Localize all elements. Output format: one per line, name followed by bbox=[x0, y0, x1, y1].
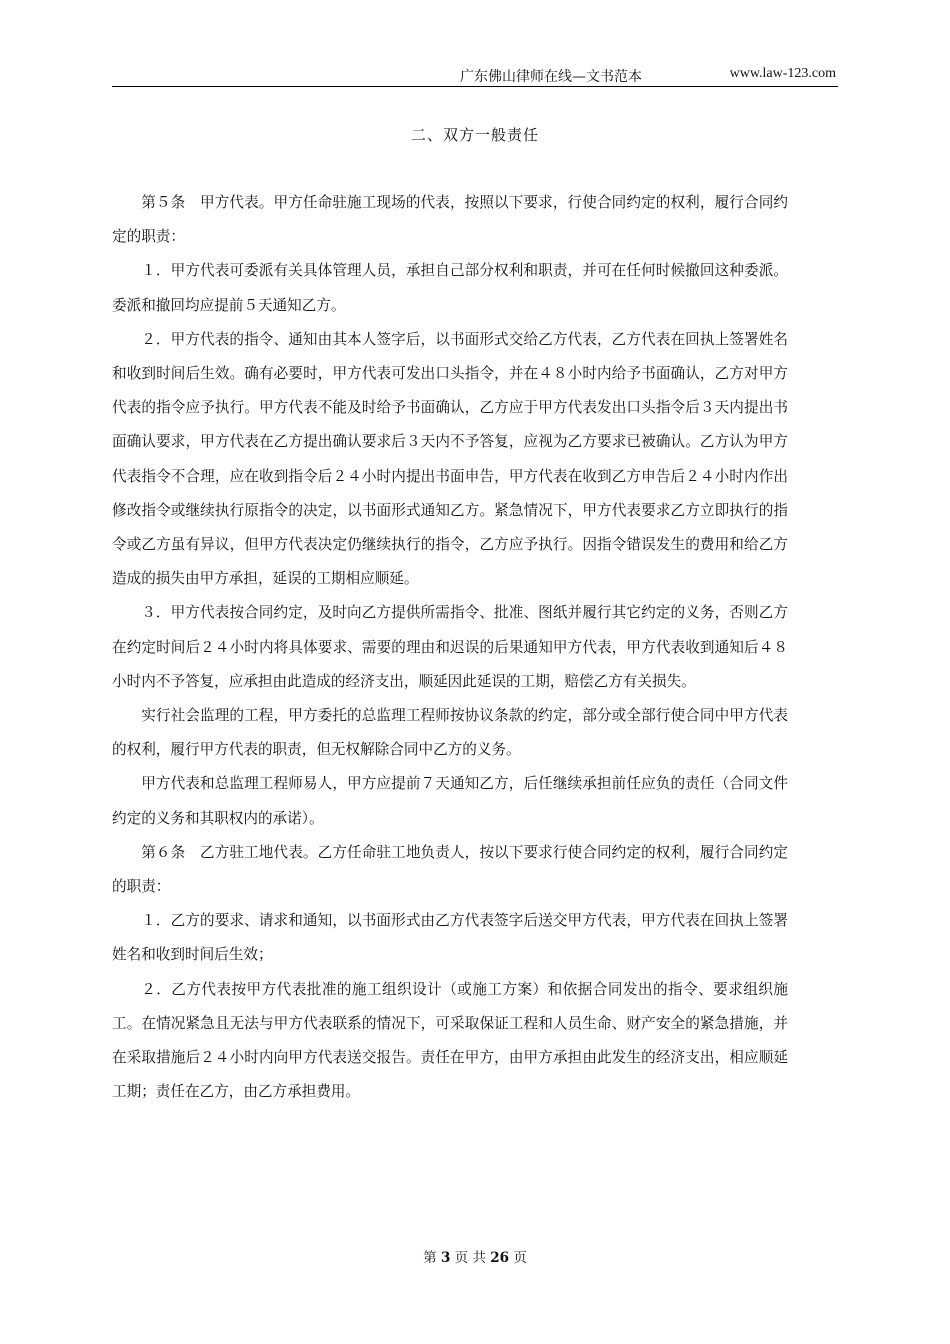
document-body bbox=[112, 186, 788, 1109]
footer-prefix: 第 bbox=[423, 1250, 437, 1266]
page-footer bbox=[0, 1246, 950, 1266]
paragraph-article-6-item-1: １．乙方的要求、请求和通知，以书面形式由乙方代表签字后送交甲方代表，甲方代表在回执上签署姓名和收到时间后生效； bbox=[112, 912, 788, 964]
paragraph-representative-change: 甲方代表和总监理工程师易人，甲方应提前７天通知乙方，后任继续承担前任应负的责任（合同文件约定的义务和其职权内的承诺）。 bbox=[112, 775, 788, 827]
footer-total-pages: 26 bbox=[490, 1250, 510, 1266]
paragraph-article-5-item-2: ２．甲方代表的指令、通知由其本人签字后，以书面形式交给乙方代表，乙方代表在回执上签署姓名和收到时间后生效。确有必要时，甲方代表可发出口头指令，并在４８小时内给予书面确认，乙方对甲方代表的指令应予执行。甲方代表不能及时给予书面确认，乙方应于甲方代表发出口头指令后３天内提出书面确认要求，甲方代表在乙方提出确认要求后３天内不予答复，应视为乙方要求已被确认。乙方认为甲方代表指令不合理，应在收到指令后２４小时内提出书面申告，甲方代表在收到乙方申告后２４小时内作出修改指令或继续执行原指令的决定，以书面形式通知乙方。紧急情况下，甲方代表要求乙方立即执行的指令或乙方虽有异议，但甲方代表决定仍继续执行的指令，乙方应予执行。因指令错误发生的费用和给乙方造成的损失由甲方承担，延误的工期相应顺延。 bbox=[112, 330, 788, 588]
paragraph-article-6-item-2: ２．乙方代表按甲方代表批准的施工组织设计（或施工方案）和依据合同发出的指令、要求组织施工。在情况紧急且无法与甲方代表联系的情况下，可采取保证工程和人员生命、财产安全的紧急措施，并在采取措施后２４小时内向甲方代表送交报告。责任在甲方，由甲方承担由此发生的经济支出，相应顺延工期；责任在乙方，由乙方承担费用。 bbox=[112, 980, 788, 1101]
page-header bbox=[112, 64, 838, 87]
footer-current-page: 3 bbox=[440, 1250, 451, 1266]
header-url: www.law-123.com bbox=[729, 66, 836, 81]
paragraph-article-5-item-1: １．甲方代表可委派有关具体管理人员，承担自己部分权利和职责，并可在任何时候撤回这种委派。委派和撤回均应提前５天通知乙方。 bbox=[112, 262, 788, 314]
header-site-name: 广东佛山律师在线—文书范本 bbox=[460, 69, 642, 85]
section-title: 二、双方一般责任 bbox=[410, 126, 539, 144]
paragraph-article-5-item-3: ３．甲方代表按合同约定，及时向乙方提供所需指令、批准、图纸并履行其它约定的义务，否则乙方在约定时间后２４小时内将具体要求、需要的理由和迟误的后果通知甲方代表，甲方代表收到通知后４８小时内不予答复，应承担由此造成的经济支出，顺延因此延误的工期，赔偿乙方有关损失。 bbox=[112, 604, 788, 690]
paragraph-supervision: 实行社会监理的工程，甲方委托的总监理工程师按协议条款的约定，部分或全部行使合同中甲方代表的权利，履行甲方代表的职责，但无权解除合同中乙方的义务。 bbox=[112, 707, 788, 759]
paragraph-article-5: 第５条 甲方代表。甲方任命驻施工现场的代表，按照以下要求，行使合同约定的权利，履行合同约定的职责： bbox=[112, 194, 788, 246]
footer-middle: 页 共 bbox=[454, 1250, 486, 1266]
paragraph-article-6: 第６条 乙方驻工地代表。乙方任命驻工地负责人，按以下要求行使合同约定的权利，履行合同约定的职责： bbox=[112, 843, 788, 896]
footer-suffix: 页 bbox=[513, 1250, 527, 1266]
